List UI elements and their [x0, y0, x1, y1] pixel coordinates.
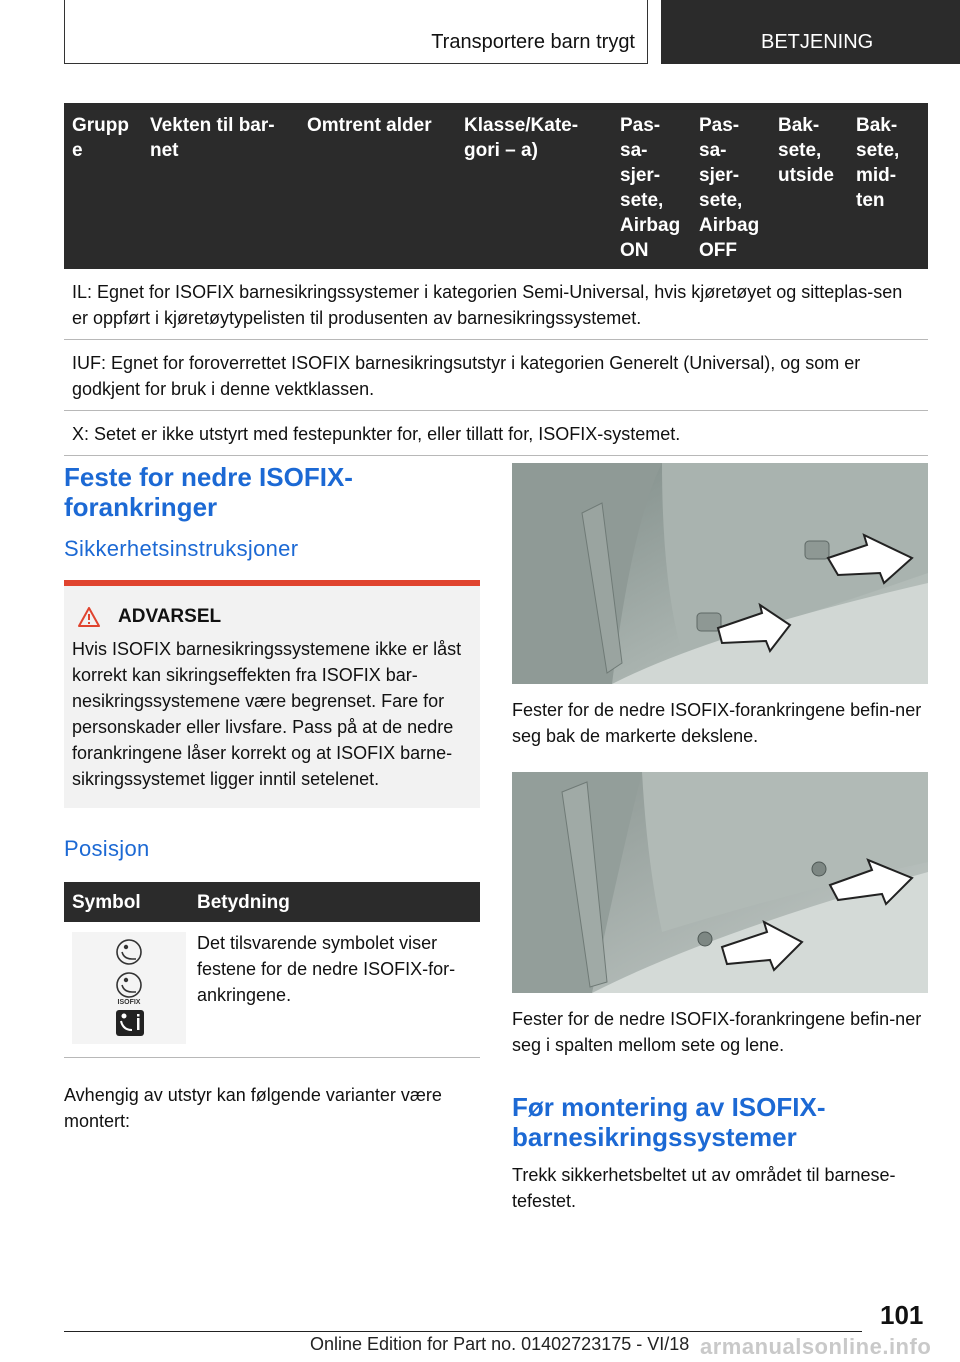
caption-2: Fester for de nedre ISOFIX-forankringene befin-ner seg i spalten mellom sete og lene. [512, 1009, 922, 1055]
col-age: Omtrent alder [307, 115, 432, 136]
col-meaning: Betydning [197, 892, 290, 913]
symbol-table [64, 882, 480, 1058]
isofix-symbols [72, 932, 186, 1044]
table-header [64, 103, 928, 269]
pointing-hand-icon [954, 28, 960, 56]
table-row: IUF: Egnet for foroverrettet ISOFIX barnesikringsutstyr i kategorien Generelt (Universal), og som er godkjent for bruk i denne vektklassen. [64, 340, 928, 411]
col-rear-outer: Bak- sete, utside [778, 115, 834, 186]
mounting-text: Trekk sikkerhetsbeltet ut av området til barnese-tefestet. [512, 1165, 896, 1211]
page-number: 101 [880, 1300, 924, 1330]
position-heading: Posisjon [64, 836, 150, 861]
chapter-title: BETJENING [761, 31, 874, 53]
warning-box [64, 580, 480, 808]
isofix-child-seat-icon [72, 932, 186, 1044]
col-class: Klasse/Kate- gori – a) [464, 115, 579, 161]
seat-photo-gap [512, 772, 928, 993]
variants-text: Avhengig av utstyr kan følgende varianter være montert: [64, 1085, 442, 1131]
section-title: Transportere barn trygt [64, 0, 648, 64]
col-weight: Vekten til bar- net [150, 115, 275, 161]
symbol-table-header [64, 882, 480, 922]
warning-triangle-icon [78, 607, 100, 627]
col-passenger-off: Pas- sa- sjer- sete, Airbag OFF [699, 115, 760, 261]
footer-divider [64, 1331, 862, 1332]
symbol-meaning: Det tilsvarende symbolet viser festene for de nedre ISOFIX-for-ankringene. [197, 933, 456, 1005]
warning-title-row [72, 606, 472, 628]
section-heading: Feste for nedre ISOFIX-forankringer [64, 462, 353, 522]
seat-photo-covers [512, 463, 928, 684]
caption-1: Fester for de nedre ISOFIX-forankringene befin-ner seg bak de markerte dekslene. [512, 700, 922, 746]
watermark: armanualsonline.info [700, 1334, 932, 1359]
edition-text: Online Edition for Part no. 01402723175 - VI/18 [310, 1334, 690, 1354]
warning-text: Hvis ISOFIX barnesikringssystemene ikke er låst korrekt kan sikringseffekten fra ISOFIX bar-nesikringssystemene være begrenset. Fare for personskader eller livsfare. Pass på at de nedre forankringene låser korrekt og at ISOFIX barne-sikringssystemet ligger inntil setelenet. [72, 639, 462, 789]
table-row [64, 922, 480, 1058]
isofix-table [64, 103, 928, 456]
safety-subheading: Sikkerhetsinstruksjoner [64, 536, 299, 561]
right-section [512, 1092, 928, 1214]
table-row: X: Setet er ikke utstyrt med festepunkter for, eller tillatt for, ISOFIX-systemet. [64, 411, 928, 456]
col-rear-middle: Bak- sete, mid- ten [856, 115, 900, 211]
mounting-heading: Før montering av ISOFIX-barnesikringssystemer [512, 1092, 826, 1152]
warning-title: ADVARSEL [118, 606, 222, 627]
isofix-label: ISOFIX [117, 999, 141, 1006]
col-symbol: Symbol [72, 892, 141, 913]
col-group: Grupp e [72, 115, 129, 161]
page-header [64, 0, 928, 66]
left-column [64, 462, 480, 1134]
col-passenger-on: Pas- sa- sjer- sete, Airbag ON [620, 115, 681, 261]
chapter-tab [661, 0, 960, 64]
table-row: IL: Egnet for ISOFIX barnesikringssystemer i kategorien Semi-Universal, hvis kjøretøyet og sitteplas-sen er oppført i kjøretøytypelisten til produsenten av barnesikringssystemet. [64, 269, 928, 340]
